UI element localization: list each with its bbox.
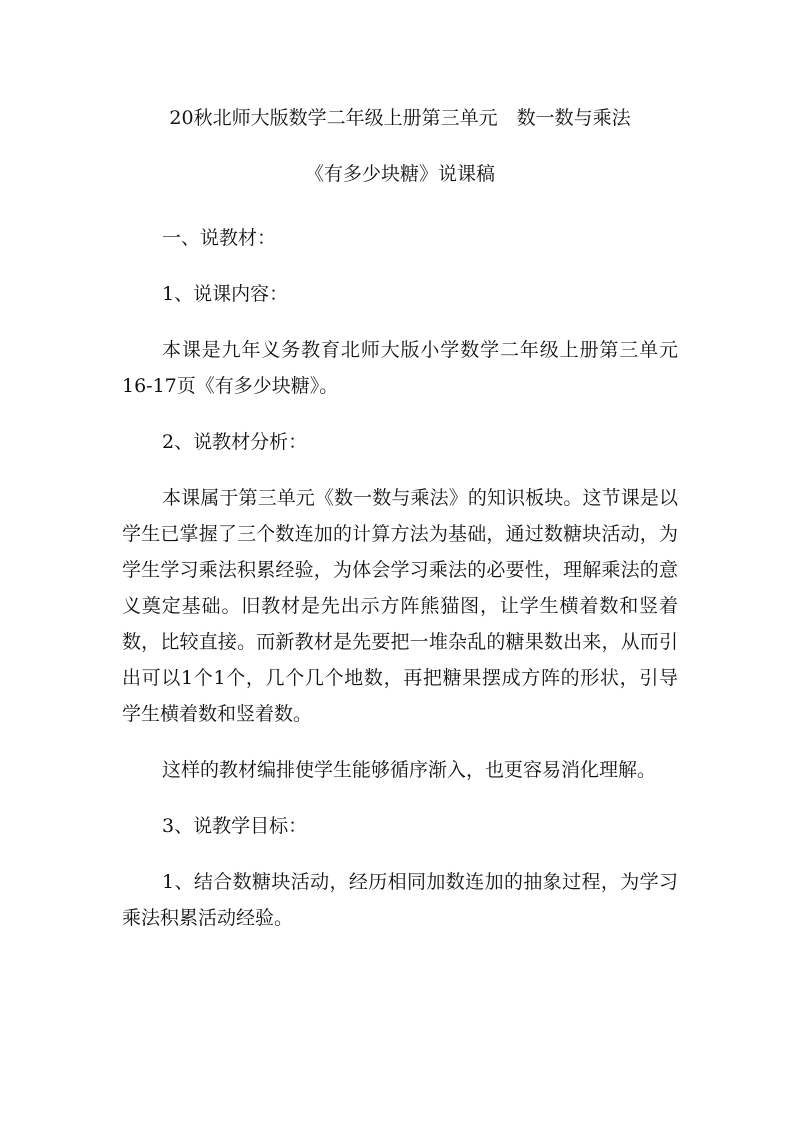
document-title-line-2: 《有多少块糖》说课稿 xyxy=(304,163,495,185)
paragraph-teaching-goal-1: 1、结合数糖块活动，经历相同加数连加的抽象过程，为学习乘法积累活动经验。 xyxy=(122,871,678,929)
document-title-line-1: 20秋北师大版数学二年级上册第三单元 数一数与乘法 xyxy=(169,107,631,129)
paragraph-material-arrangement: 这样的教材编排使学生能够循序渐入，也更容易消化理解。 xyxy=(162,759,657,781)
paragraph-lesson-content: 本课是九年义务教育北师大版小学数学二年级上册第三单元16-17页《有多少块糖》。 xyxy=(122,339,678,397)
subheading-material-analysis: 2、说教材分析： xyxy=(162,431,308,453)
subheading-teaching-goals: 3、说教学目标： xyxy=(162,815,308,837)
paragraph-material-analysis: 本课属于第三单元《数一数与乘法》的知识板块。这节课是以学生已掌握了三个数连加的计算方法为基础，通过数糖块活动，为学生学习乘法积累经验，为体会学习乘法的必要性，理解乘法的意义奠定基础。旧教材是先出示方阵熊猫图，让学生横着数和竖着数，比较直接。而新教材是先要把一堆杂乱的糖果数出来，从而引出可以1个1个，几个几个地数，再把糖果摆成方阵的形状，引导学生横着数和竖着数。 xyxy=(122,487,678,725)
subheading-lesson-content: 1、说课内容： xyxy=(162,283,289,305)
section-heading-teaching-material: 一、说教材： xyxy=(162,227,277,249)
